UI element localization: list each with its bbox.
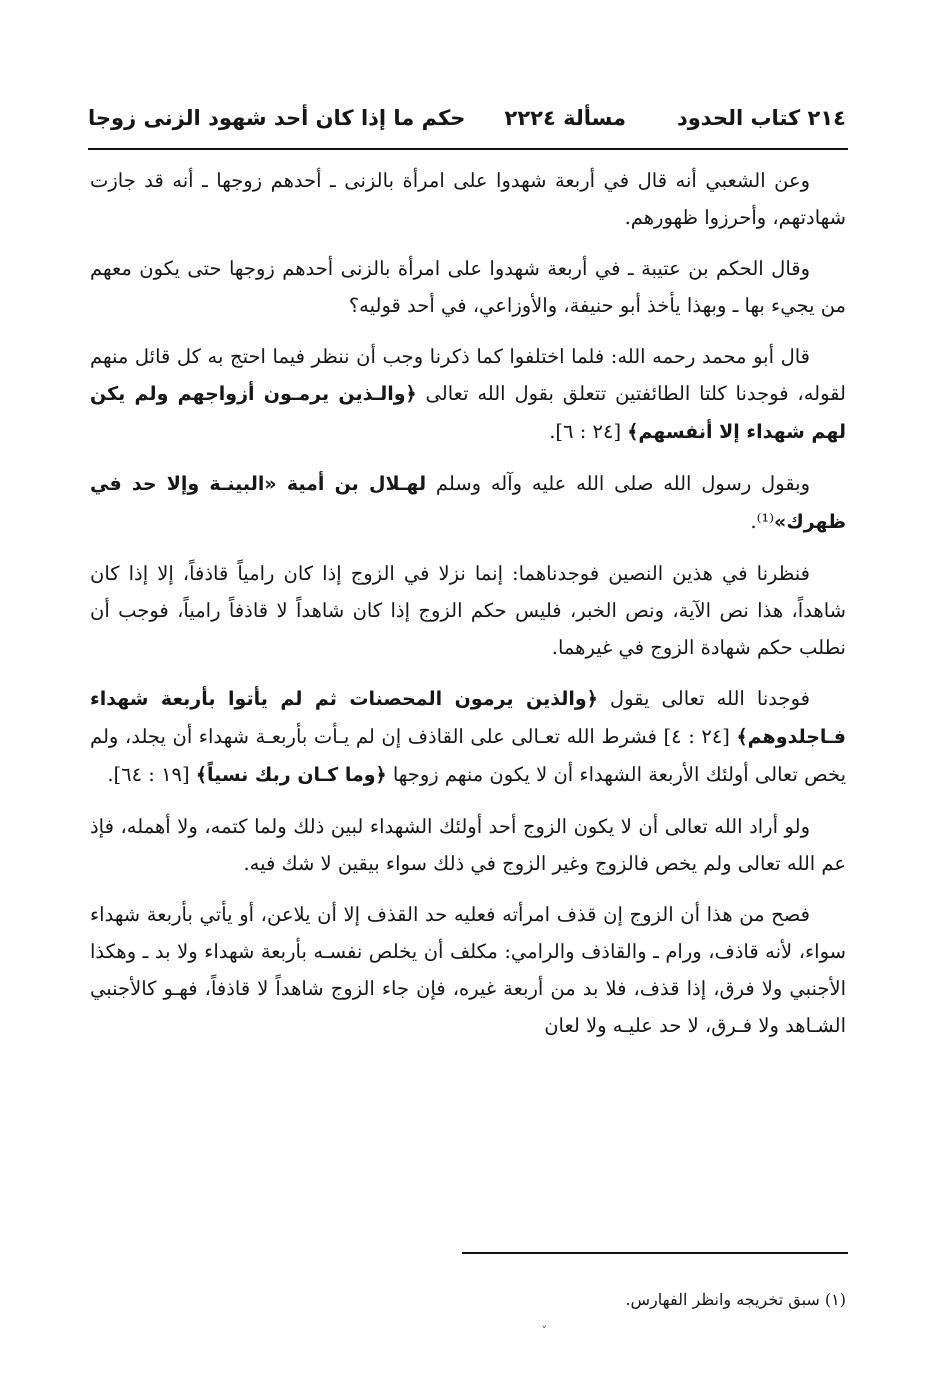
verse-reference: [٢٤ : ٦]. [549,420,628,443]
paragraph-3-text: قال أبو محمد رحمه الله: فلما اختلفوا كما ذكرنا وجب أن ننظر فيما احتج به كل قائل منهم لقوله، فوجدنا كلتا الطائفتين تتعلق بقول الله تعالى [90,345,846,405]
paragraph-6 [90,680,846,794]
footnote: (١) سبق تخريجه وانظر الفهارس. [625,1290,846,1309]
header-rule [88,148,848,150]
header-issue-number: مسألة ٢٢٢٤ [504,106,626,130]
hadith-quote: لهـلال بن أمية «البينـة وإلا حد في ظهرك» [90,473,846,533]
footnote-reference: ⁽¹⁾. [750,510,775,533]
paragraph-7: ولو أراد الله تعالى أن لا يكون الزوج أحد أولئك الشهداء لبين ذلك ولما كتمه، ولا أهمله، فإذ عم الله تعالى ولم يخص فالزوج وغير الزوج في ذلك سواء بيقين لا شك فيه. [90,815,846,875]
print-speck: ˇ [541,1325,548,1340]
paragraph-1: وعن الشعبي أنه قال في أربعة شهدوا على امرأة بالزنى ـ أحدهم زوجها ـ أنه قد جازت شهادتهم، وأحرزوا ظهورهم. [90,169,846,229]
footnote-rule [462,1252,848,1254]
paragraph-2: وقال الحكم بن عتيبة ـ في أربعة شهدوا على امرأة بالزنى أحدهم زوجها حتى يكون معهم من يجيء بها ـ وبهذا يأخذ أبو حنيفة، والأوزاعي، في أحد قوليه؟ [90,257,846,317]
paragraph-4-text: وبقول رسول الله صلى الله عليه وآله وسلم [426,472,810,495]
main-text [90,162,846,1058]
page-header [88,92,846,136]
paragraph-8: فصح من هذا أن الزوج إن قذف امرأته فعليه حد القذف إلا أن يلاعن، أو يأتي بأربعة شهداء سواء، لأنه قاذف، ورام ـ والقاذف والرامي: مكلف أن يخلص نفسـه بأربعة شهداء ولا بد ـ وهكذا الأجنبي ولا فرق، إذا قذف، فلا بد من أربعة غيره، فإن جاء الزوج شاهداً لا قاذفاً، فهـو كالأجنبي الشـاهد ولا فـرق، لا حد عليـه ولا لعان [90,903,846,1037]
header-page-and-book: ٢١٤ كتاب الحدود [676,106,846,130]
paragraph-4 [90,465,846,541]
quran-quote: ﴿والذين يرمون المحصنات ثم لم يأتوا بأربعة شهداء فـاجلدوهم﴾ [90,688,846,748]
paragraph-5: فنظرنا في هذين النصين فوجدناهما: إنما نزلا في الزوج إذا كان رامياً قاذفاً، إلا إذا كان شاهداً، هذا نص الآية، ونص الخبر، فليس حكم الزوج إذا كان شاهداً لا قاذفاً رامياً، فوجب أن نطلب حكم شهادة الزوج في غيرهما. [90,562,846,659]
quran-quote: ﴿والـذين يرمـون أزواجهم ولم يكن لهم شهداء إلا أنفسهم﴾ [90,383,846,443]
paragraph-6-text-2: [٢٤ : ٤] فشرط الله تعـالى على القاذف إن لم يـأت بأربعـة شهداء أن يجلد، ولم يخص تعالى أولئك الأربعة الشهداء أن لا يكون منهم زوجها [90,725,846,786]
paragraph-6-text: فوجدنا الله تعالى يقول [597,687,810,710]
quran-quote-2: ﴿وما كـان ربك نسياً﴾ [195,764,387,786]
paragraph-3 [90,338,846,451]
header-chapter-title: حكم ما إذا كان أحد شهود الزنى زوجا [88,106,466,130]
verse-reference: [١٩ : ٦٤]. [107,763,196,786]
